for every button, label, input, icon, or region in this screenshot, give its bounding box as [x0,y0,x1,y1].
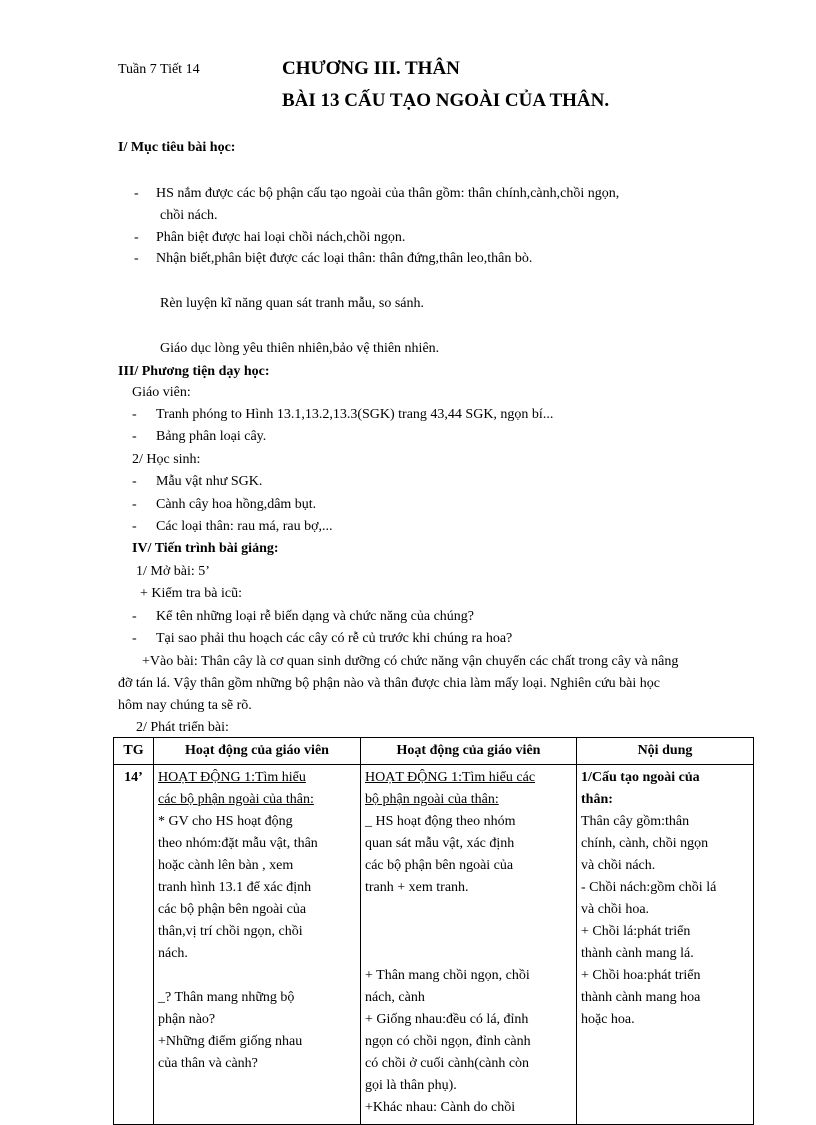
content-title: thân: [581,792,613,807]
intro-line: hôm nay chúng ta sẽ rõ. [118,698,252,713]
time-cell [114,765,154,1125]
objectives-heading: I/ Mục tiêu bài học: [118,140,236,155]
teacher-activity-line: phận nào? [158,1012,216,1027]
bullet-dash: - [132,407,137,422]
bullet-dash: - [134,230,139,245]
bullet-dash: - [132,609,137,624]
student-activity-title: bộ phận ngoài của thân: [365,792,499,807]
student-item: Mẫu vật như SGK. [156,474,263,489]
teacher-activity-line: nách. [158,946,188,961]
bullet-dash: - [134,186,139,201]
student-item: Cành cây hoa hồng,dâm bụt. [156,497,317,512]
develop-label: 2/ Phát triển bài: [136,720,229,735]
content-line: và chồi nách. [581,858,656,873]
teacher-activity-line: các bộ phận bên ngoài của [158,902,307,917]
content-line: - Chồi nách:gồm chồi lá [581,880,717,895]
intro-line: +Vào bài: Thân cây là cơ quan sinh dưỡng có chức năng vận chuyển các chất trong cây và nâng [142,654,679,669]
student-activity-title: HOẠT ĐỘNG 1:Tìm hiểu các [365,770,536,785]
bullet-dash: - [132,497,137,512]
teacher-item: Tranh phóng to Hình 13.1,13.2,13.3(SGK) trang 43,44 SGK, ngọn bí... [156,407,554,422]
bullet-dash: - [132,519,137,534]
student-activity-line: gọi là thân phụ). [365,1078,457,1093]
teacher-item: Bảng phân loại cây. [156,429,267,444]
opening-label: 1/ Mở bài: 5’ [136,564,210,579]
teacher-activity-cell [154,765,361,1125]
student-activity-line: ngọn có chồi ngọn, đỉnh cành [365,1034,531,1049]
review-label: + Kiểm tra bà icũ: [140,586,242,601]
week-lesson-label: Tuần 7 Tiết 14 [118,62,200,77]
review-question: Tại sao phải thu hoạch các cây có rễ củ trước khi chúng ra hoa? [156,631,513,646]
bullet-dash: - [132,429,137,444]
content-line: Thân cây gồm:thân [581,814,690,829]
student-label: 2/ Học sinh: [132,452,201,467]
student-activity-line [365,943,572,965]
student-activity-line: quan sát mẫu vật, xác định [365,836,515,851]
skill-objective: Rèn luyện kĩ năng quan sát tranh mẫu, so sánh. [160,296,425,311]
student-activity-line: +Khác nhau: Cành do chồi [365,1100,516,1115]
student-activity-cell [361,765,577,1125]
student-activity-line: + Giống nhau:đều có lá, đỉnh [365,1012,529,1027]
teacher-activity-title: HOẠT ĐỘNG 1:Tìm hiểu [158,770,306,785]
content-line: + Chồi lá:phát triển [581,924,691,939]
student-activity-line [365,899,572,921]
means-heading: III/ Phương tiện dạy học: [118,364,270,379]
objective-item: HS nắm được các bộ phận cấu tạo ngoài của thân gồm: thân chính,cành,chồi ngọn, [156,186,620,201]
teacher-activity-line [158,965,356,987]
content-line: thành cành mang hoa [581,990,701,1005]
student-item: Các loại thân: rau má, rau bợ,... [156,519,333,534]
col-header-content: Nội dung [577,738,754,765]
student-activity-line: tranh + xem tranh. [365,880,469,895]
col-header-time: TG [114,738,154,765]
content-line: + Chồi hoa:phát triển [581,968,701,983]
bullet-dash: - [132,631,137,646]
content-line: và chồi hoa. [581,902,650,917]
student-activity-line: có chồi ở cuối cành(cành còn [365,1056,530,1071]
intro-line: đỡ tán lá. Vậy thân gồm những bộ phận nào và thân được chia làm mấy loại. Nghiên cứu bài học [118,676,660,691]
lesson-table [113,737,754,1125]
teacher-activity-title: các bộ phận ngoài của thân: [158,792,314,807]
teacher-activity-line: hoặc cành lên bàn , xem [158,858,294,873]
objective-item: Phân biệt được hai loại chồi nách,chồi ngọn. [156,230,406,245]
student-activity-line: nách, cành [365,990,425,1005]
bullet-dash: - [134,251,139,266]
student-activity-line [365,921,572,943]
review-question: Kể tên những loại rễ biến dạng và chức năng của chúng? [156,609,475,624]
teacher-activity-line: +Những điểm giống nhau [158,1034,303,1049]
teacher-label: Giáo viên: [132,385,191,400]
content-line: hoặc hoa. [581,1012,635,1027]
content-cell [577,765,754,1125]
teacher-activity-line: * GV cho HS hoạt động [158,814,293,829]
time-value: 14’ [124,770,143,785]
student-activity-line: các bộ phận bên ngoài của [365,858,514,873]
content-title: 1/Cấu tạo ngoài của [581,770,700,785]
lesson-title: BÀI 13 CẤU TẠO NGOÀI CỦA THÂN. [282,90,610,111]
student-activity-line: + Thân mang chồi ngọn, chồi [365,968,530,983]
objective-item: chồi nách. [160,208,218,223]
content-line: chính, cành, chồi ngọn [581,836,709,851]
attitude-objective: Giáo dục lòng yêu thiên nhiên,bảo vệ thiên nhiên. [160,341,440,356]
teacher-activity-line: theo nhóm:đặt mẫu vật, thân [158,836,318,851]
teacher-activity-line: của thân và cành? [158,1056,258,1071]
teacher-activity-line: _? Thân mang những bộ [158,990,295,1005]
teacher-activity-line: tranh hình 13.1 để xác định [158,880,312,895]
teacher-activity-line: thân,vị trí chồi ngọn, chồi [158,924,303,939]
student-activity-line: _ HS hoạt động theo nhóm [365,814,516,829]
table-header-row [114,738,754,765]
col-header-student: Hoạt động của giáo viên [361,738,577,765]
table-row [114,765,754,1125]
bullet-dash: - [132,474,137,489]
chapter-title: CHƯƠNG III. THÂN [282,58,460,79]
col-header-teacher: Hoạt động của giáo viên [154,738,361,765]
objective-item: Nhận biết,phân biệt được các loại thân: thân đứng,thân leo,thân bò. [156,251,533,266]
process-heading: IV/ Tiến trình bài giảng: [132,541,279,556]
content-line: thành cành mang lá. [581,946,694,961]
